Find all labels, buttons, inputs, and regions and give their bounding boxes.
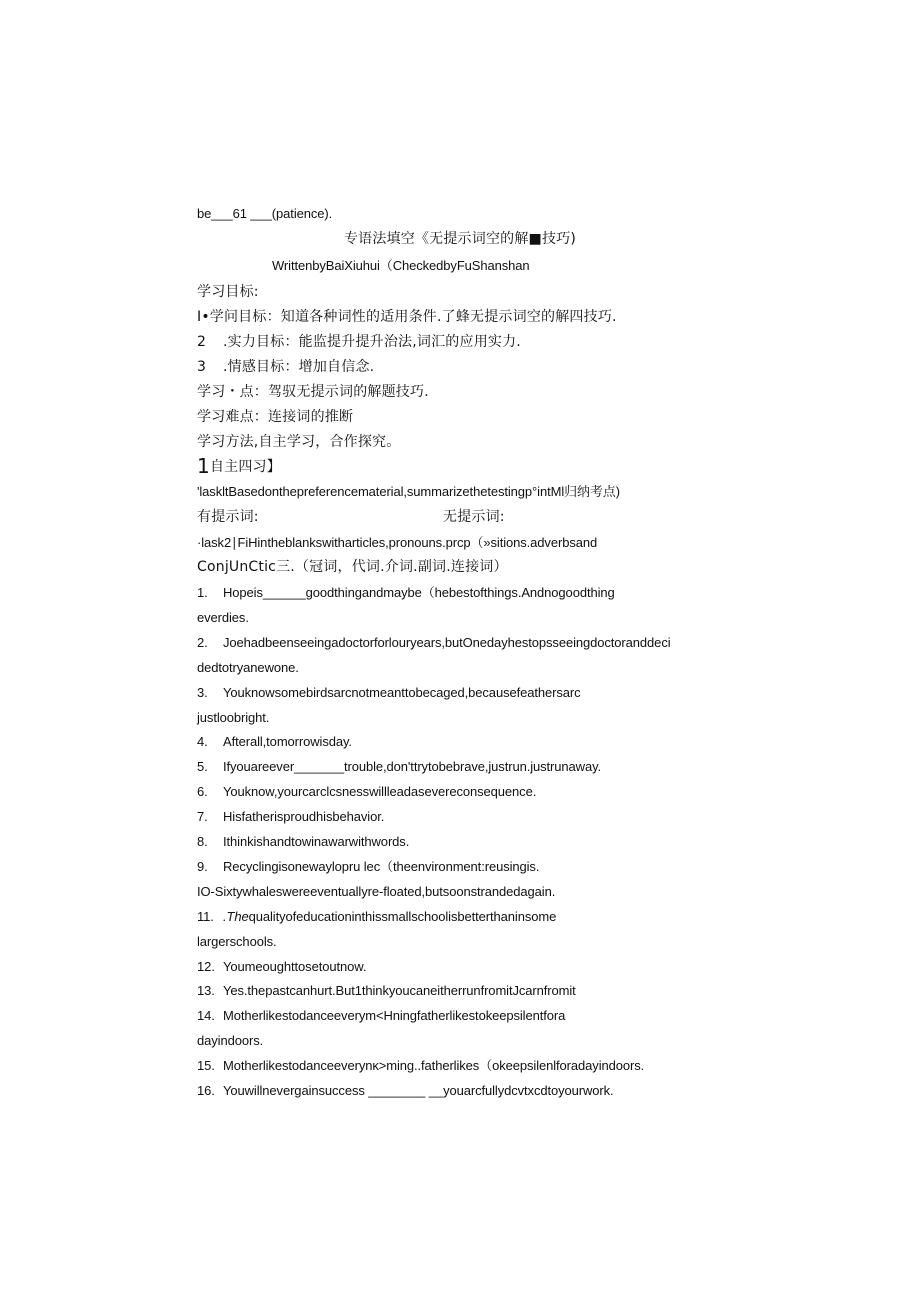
- exercise-text: dayindoors.: [197, 1033, 264, 1048]
- exercise-line: [197, 684, 581, 702]
- exercise-number: 5.: [197, 759, 208, 774]
- goal-ability: [197, 333, 521, 351]
- exercise-text: Motherlikestodanceeverym<Hningfatherlikestokeepsilentfora: [223, 1008, 566, 1023]
- task-two: ·lask2∣FiHintheblankswitharticles,pronouns.prcp（»sitions.adverbsand: [197, 535, 598, 550]
- exercise-text: Recyclingisonewaylopru lec（theenvironment:reusingis.: [223, 859, 540, 874]
- exercise-text: Hisfatherisproudhisbehavior.: [223, 809, 385, 824]
- exercise-text: dedtotryanewone.: [197, 660, 299, 675]
- exercise-text: Ithinkishandtowinawarwithwords.: [223, 834, 410, 849]
- with-hint-label: 有提示词:: [197, 509, 259, 525]
- top-line: be___61 ___(patience).: [197, 206, 333, 221]
- exercise-text: qualityofeducationinthissmallschoolisbetterthaninsome: [248, 909, 557, 924]
- exercise-number: 1.: [197, 585, 208, 600]
- exercise-text: Hopeis______goodthingandmaybe（hebestofthings.Andnogoodthing: [223, 585, 615, 600]
- exercise-line: [197, 709, 269, 727]
- exercise-text: Youwillnevergainsuccess ________ __youarcfullydcvtxcdtoyourwork.: [223, 1083, 614, 1098]
- goal-emotion-text: .情感目标：增加自信念.: [223, 359, 375, 375]
- exercise-line: [197, 659, 299, 677]
- exercise-number: 4.: [197, 734, 208, 749]
- difficulty: 学习难点：连接词的推断: [197, 409, 354, 425]
- goal-knowledge: I•学问目标：知道各种词性的适用条件.了蜂无提示词空的解四技巧.: [197, 309, 617, 325]
- section-title: 自主四习】: [209, 459, 281, 475]
- exercise-text: Afterall,tomorrowisday.: [223, 734, 352, 749]
- exercise-number: 8.: [197, 834, 208, 849]
- exercise-line: [197, 982, 576, 1000]
- exercise-line: [197, 783, 536, 801]
- exercise-text: Yes.thepastcanhurt.But1thinkyoucaneitherrunfromitJcarnfromit: [223, 983, 576, 998]
- exercise-text: justloobright.: [197, 710, 270, 725]
- exercise-text: largerschools.: [197, 934, 277, 949]
- exercise-line: [197, 883, 555, 901]
- task-two-continued: ConjUnCtic三.（冠词，代词.介词.副词.连接词）: [197, 559, 508, 575]
- exercise-line: [197, 958, 366, 976]
- exercise-line: [197, 609, 249, 627]
- exercise-number: 9.: [197, 859, 208, 874]
- exercise-lead: .The: [223, 909, 249, 924]
- hint-columns: [197, 508, 259, 526]
- exercise-text: Joehadbeenseeingadoctorforlouryears,butOnedayhestopsseeingdoctoranddeci: [223, 635, 671, 650]
- goal-emotion: [197, 358, 374, 376]
- exercise-number: 7.: [197, 809, 208, 824]
- byline: WrittenbyBaiXiuhui（CheckedbyFuShanshan: [272, 258, 530, 273]
- exercise-line: [197, 1082, 614, 1100]
- section-heading: [197, 454, 281, 478]
- exercise-line: [197, 584, 615, 602]
- exercise-line: [197, 634, 671, 652]
- exercise-text: Youmeoughttosetoutnow.: [223, 959, 367, 974]
- exercise-text: Motherlikestodanceeverynκ>ming..fatherlikes（okeepsilenlforadayindoors.: [223, 1058, 645, 1073]
- exercise-number: 14.: [197, 1008, 215, 1023]
- exercise-text: IO-Sixtywhaleswereeventuallyre-floated,butsoonstrandedagain.: [197, 884, 556, 899]
- exercise-line: [197, 1007, 565, 1025]
- exercise-number: 16.: [197, 1083, 215, 1098]
- document-title: 专语法填空《无提示词空的解■技巧): [343, 231, 577, 247]
- exercise-number: 3.: [197, 685, 208, 700]
- exercise-text: Youknow,yourcarclcsnesswillleadasevereconsequence.: [223, 784, 537, 799]
- exercise-line: [197, 733, 352, 751]
- exercise-text: Youknowsomebirdsarcnotmeanttobecaged,becausefeathersarc: [223, 685, 581, 700]
- exercise-number: 11.: [197, 909, 214, 924]
- exercise-number: 6.: [197, 784, 208, 799]
- key-point: 学习・点：驾驭无提示词的解题技巧.: [197, 384, 429, 400]
- goal-ability-number: 2: [197, 334, 207, 350]
- exercise-line: [197, 758, 601, 776]
- goal-emotion-number: 3: [197, 359, 207, 375]
- exercise-line: [197, 908, 556, 926]
- exercise-text: Ifyouareever_______trouble,don'ttrytobebrave,justrun.justrunaway.: [223, 759, 602, 774]
- section-number: 1: [197, 454, 210, 478]
- exercise-number: 12.: [197, 959, 215, 974]
- task-one: 'laskltBasedonthepreferencematerial,summarizethetestingp°intMl归纳考点): [197, 484, 620, 499]
- exercise-line: [197, 933, 277, 951]
- without-hint-label: 无提示词:: [443, 509, 505, 525]
- exercise-number: 15.: [197, 1058, 215, 1073]
- goals-heading: 学习目标:: [197, 284, 259, 300]
- exercise-text: everdies.: [197, 610, 249, 625]
- exercise-line: [197, 808, 384, 826]
- exercise-line: [197, 1057, 644, 1075]
- learning-method: 学习方法,自主学习，合作探究。: [197, 434, 401, 450]
- goal-ability-text: .实力目标：能监提升提升治法,词汇的应用实力.: [223, 334, 521, 350]
- exercise-line: [197, 858, 539, 876]
- exercise-number: 2.: [197, 635, 208, 650]
- exercise-line: [197, 1032, 263, 1050]
- exercise-number: 13.: [197, 983, 215, 998]
- exercise-line: [197, 833, 409, 851]
